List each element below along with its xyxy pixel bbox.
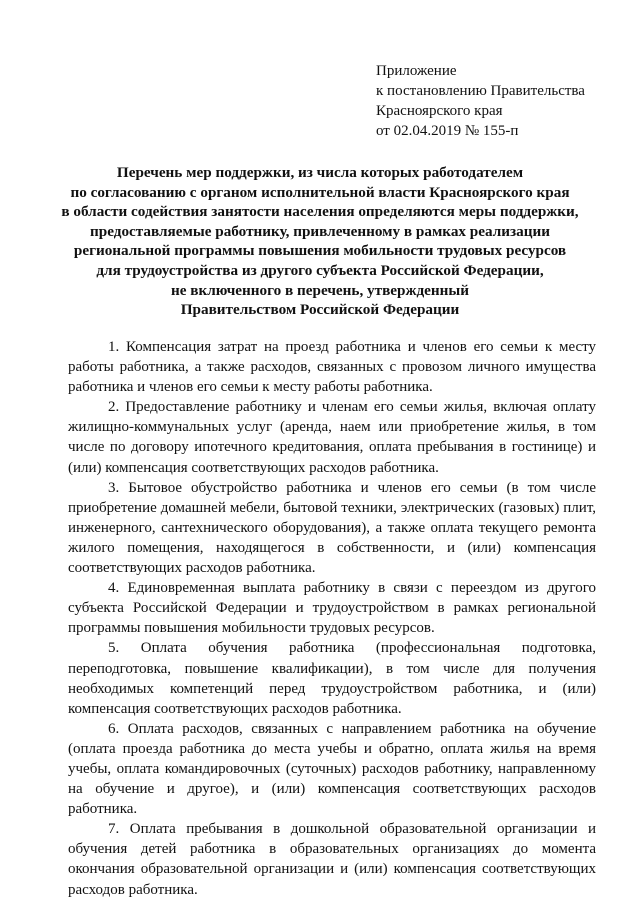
list-item: 6. Оплата расходов, связанных с направлением работника на обучение (оплата проезда работника до места учебы и обратно, оплата жилья на время учебы, оплата командировочных (суточных) расходов работнику, направленному на обучение и другое), и (или) компенсация соответствующих расходов работника. bbox=[68, 720, 596, 818]
title-line: Перечень мер поддержки, из числа которых работодателем bbox=[116, 164, 524, 181]
list-item: 5. Оплата обучения работника (профессиональная подготовка, переподготовка, повышение квалификации), в том числе для получения необходимых компетенций перед трудоустройством работника, и (или) компенсация соответствующих расходов работника. bbox=[68, 640, 596, 717]
appendix-date-number: от 02.04.2019 № 155-п bbox=[376, 123, 519, 139]
appendix-label: Приложение bbox=[376, 63, 457, 79]
appendix-region: Красноярского края bbox=[376, 103, 503, 119]
title-line: не включенного в перечень, утвержденный bbox=[170, 281, 470, 299]
document-title bbox=[50, 163, 590, 320]
list-item: 1. Компенсация затрат на проезд работника и членов его семьи к месту работы работника, а также расходов, связанных с провозом личного имущества работника и членов его семьи к месту работы работника. bbox=[68, 339, 596, 396]
appendix-resolution-ref: к постановлению Правительства bbox=[376, 83, 585, 99]
title-line: Правительством Российской Федерации bbox=[180, 301, 460, 319]
support-measures-list bbox=[68, 337, 596, 900]
title-line: региональной программы повышения мобильности трудовых ресурсов bbox=[73, 242, 567, 260]
list-item: 3. Бытовое обустройство работника и членов его семьи (в том числе приобретение домашней мебели, бытовой техники, электрических (газовых) плит, инженерного, сантехнического оборудования), а также оплата текущего ремонта жилого помещения, находящегося в собственности, и (или) компенсация соответствующих расходов работника. bbox=[68, 479, 596, 577]
title-line: для трудоустройства из другого субъекта Российской Федерации, bbox=[96, 261, 544, 279]
list-item: 7. Оплата пребывания в дошкольной образовательной организации и обучения детей работника в образовательных организациях до момента окончания образовательной организации и (или) компенсация соответствующих расходов работника. bbox=[68, 821, 596, 898]
appendix-header bbox=[376, 61, 626, 141]
title-line: предоставляемые работнику, привлеченному в рамках реализации bbox=[90, 222, 550, 240]
list-item: 2. Предоставление работнику и членам его семьи жилья, включая оплату жилищно-коммунальных услуг (аренда, наем или приобретение жилья, в том числе по договору ипотечного кредитования, оплата пребывания в гостинице) и (или) компенсация соответствующих расходов работника. bbox=[68, 399, 596, 476]
title-line: в области содействия занятости населения определяются меры поддержки, bbox=[61, 203, 579, 221]
list-item: 4. Единовременная выплата работнику в связи с переездом из другого субъекта Российской Федерации и трудоустройством в рамках региональной программы повышения мобильности трудовых ресурсов. bbox=[68, 580, 596, 637]
title-line: по согласованию с органом исполнительной власти Красноярского края bbox=[70, 183, 570, 201]
